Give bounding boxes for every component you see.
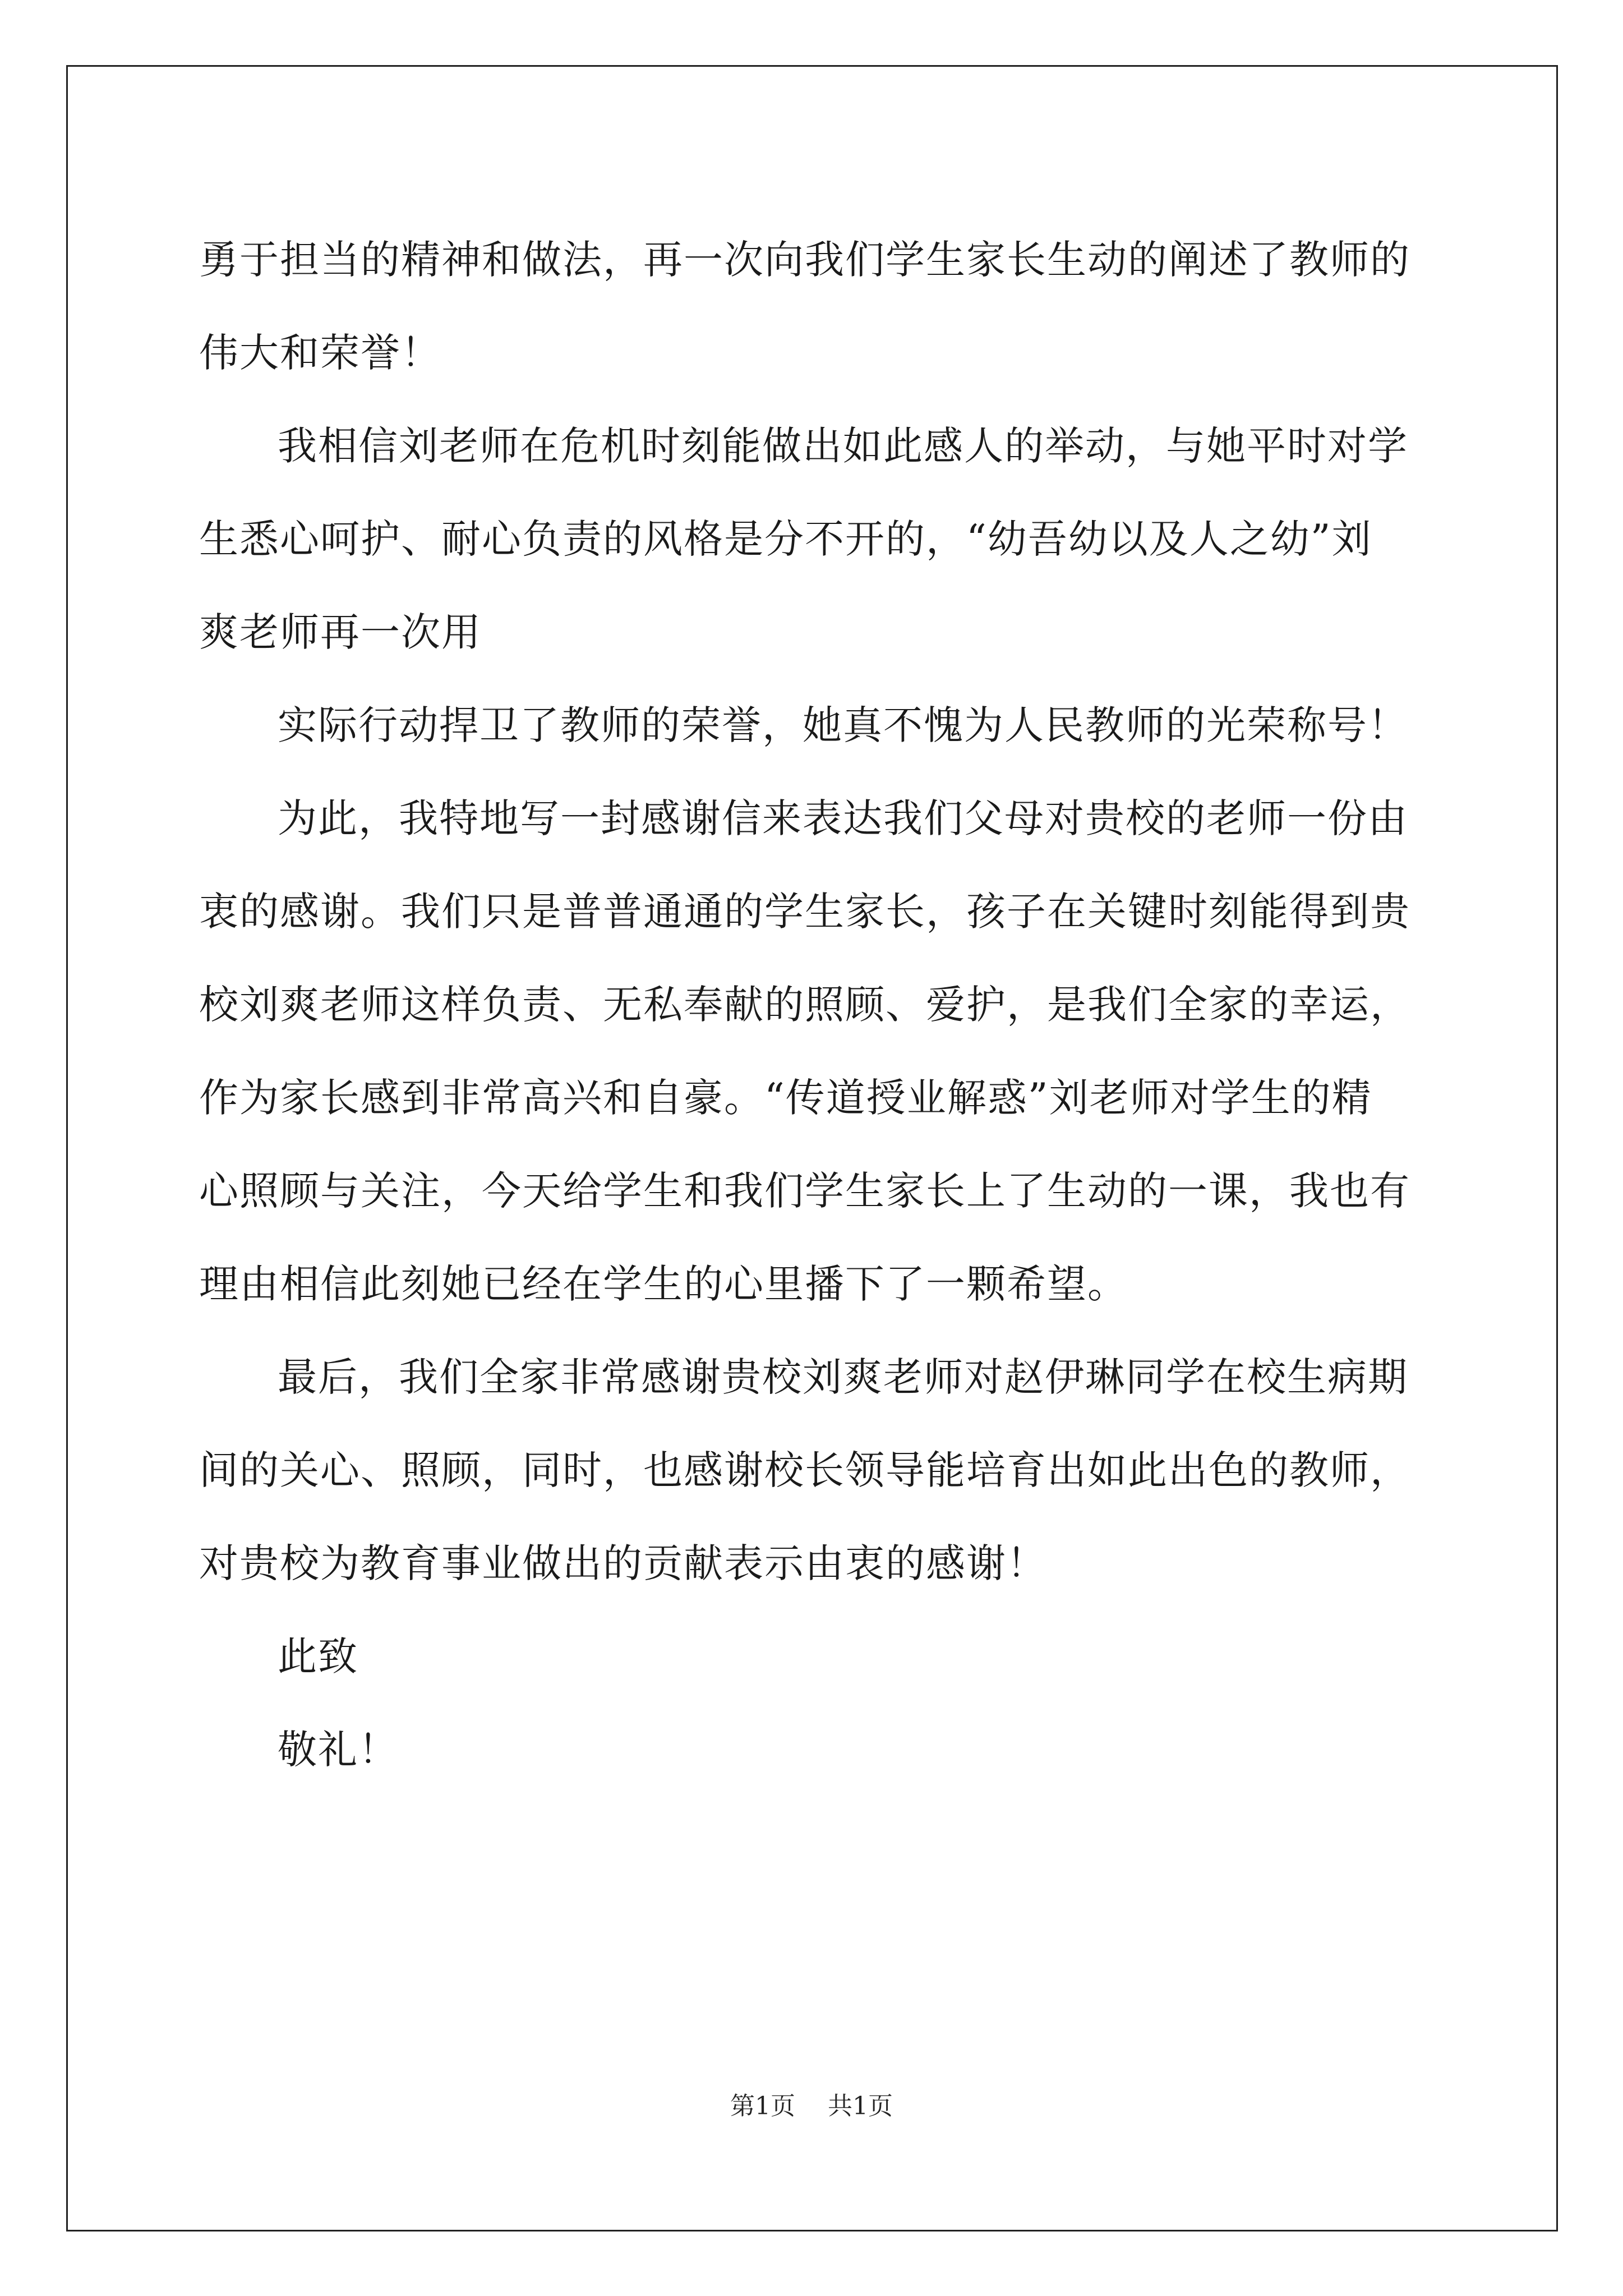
text-line: 对贵校为教育事业做出的贡献表示由衷的感谢！ xyxy=(199,1540,1047,1586)
text-line: 衷的感谢。我们只是普普通通的学生家长，孩子在关键时刻能得到贵 xyxy=(199,889,1410,935)
text-line: 实际行动捍卫了教师的荣誉，她真不愧为人民教师的光荣称号！ xyxy=(278,702,1408,748)
text-line: 爽老师再一次用 xyxy=(199,609,482,655)
text-line: 心照顾与关注，今天给学生和我们学生家长上了生动的一课，我也有 xyxy=(199,1168,1410,1214)
closing-regards: 敬礼！ xyxy=(278,1727,399,1773)
page-number-current: 第1页 xyxy=(730,2092,795,2120)
page-number-total: 共1页 xyxy=(828,2092,893,2120)
text-line: 最后，我们全家非常感谢贵校刘爽老师对赵伊琳同学在校生病期 xyxy=(278,1354,1408,1400)
text-line: 勇于担当的精神和做法，再一次向我们学生家长生动的阐述了教师的 xyxy=(199,237,1410,283)
letter-body xyxy=(199,213,1433,1796)
text-line: 理由相信此刻她已经在学生的心里播下了一颗希望。 xyxy=(199,1261,1128,1307)
text-line: 生悉心呵护、耐心负责的风格是分不开的，“幼吾幼以及人之幼”刘 xyxy=(199,516,1372,562)
closing-salutation: 此致 xyxy=(278,1634,358,1680)
text-line: 为此，我特地写一封感谢信来表达我们父母对贵校的老师一份由 xyxy=(278,795,1408,841)
text-line: 伟大和荣誉！ xyxy=(199,330,441,376)
text-line: 作为家长感到非常高兴和自豪。“传道授业解惑”刘老师对学生的精 xyxy=(199,1075,1372,1121)
text-line: 间的关心、照顾，同时，也感谢校长领导能培育出如此出色的教师， xyxy=(199,1447,1410,1493)
page-footer xyxy=(0,2090,1623,2123)
text-line: 我相信刘老师在危机时刻能做出如此感人的举动，与她平时对学 xyxy=(278,423,1408,469)
text-line: 校刘爽老师这样负责、无私奉献的照顾、爱护，是我们全家的幸运， xyxy=(199,982,1410,1028)
